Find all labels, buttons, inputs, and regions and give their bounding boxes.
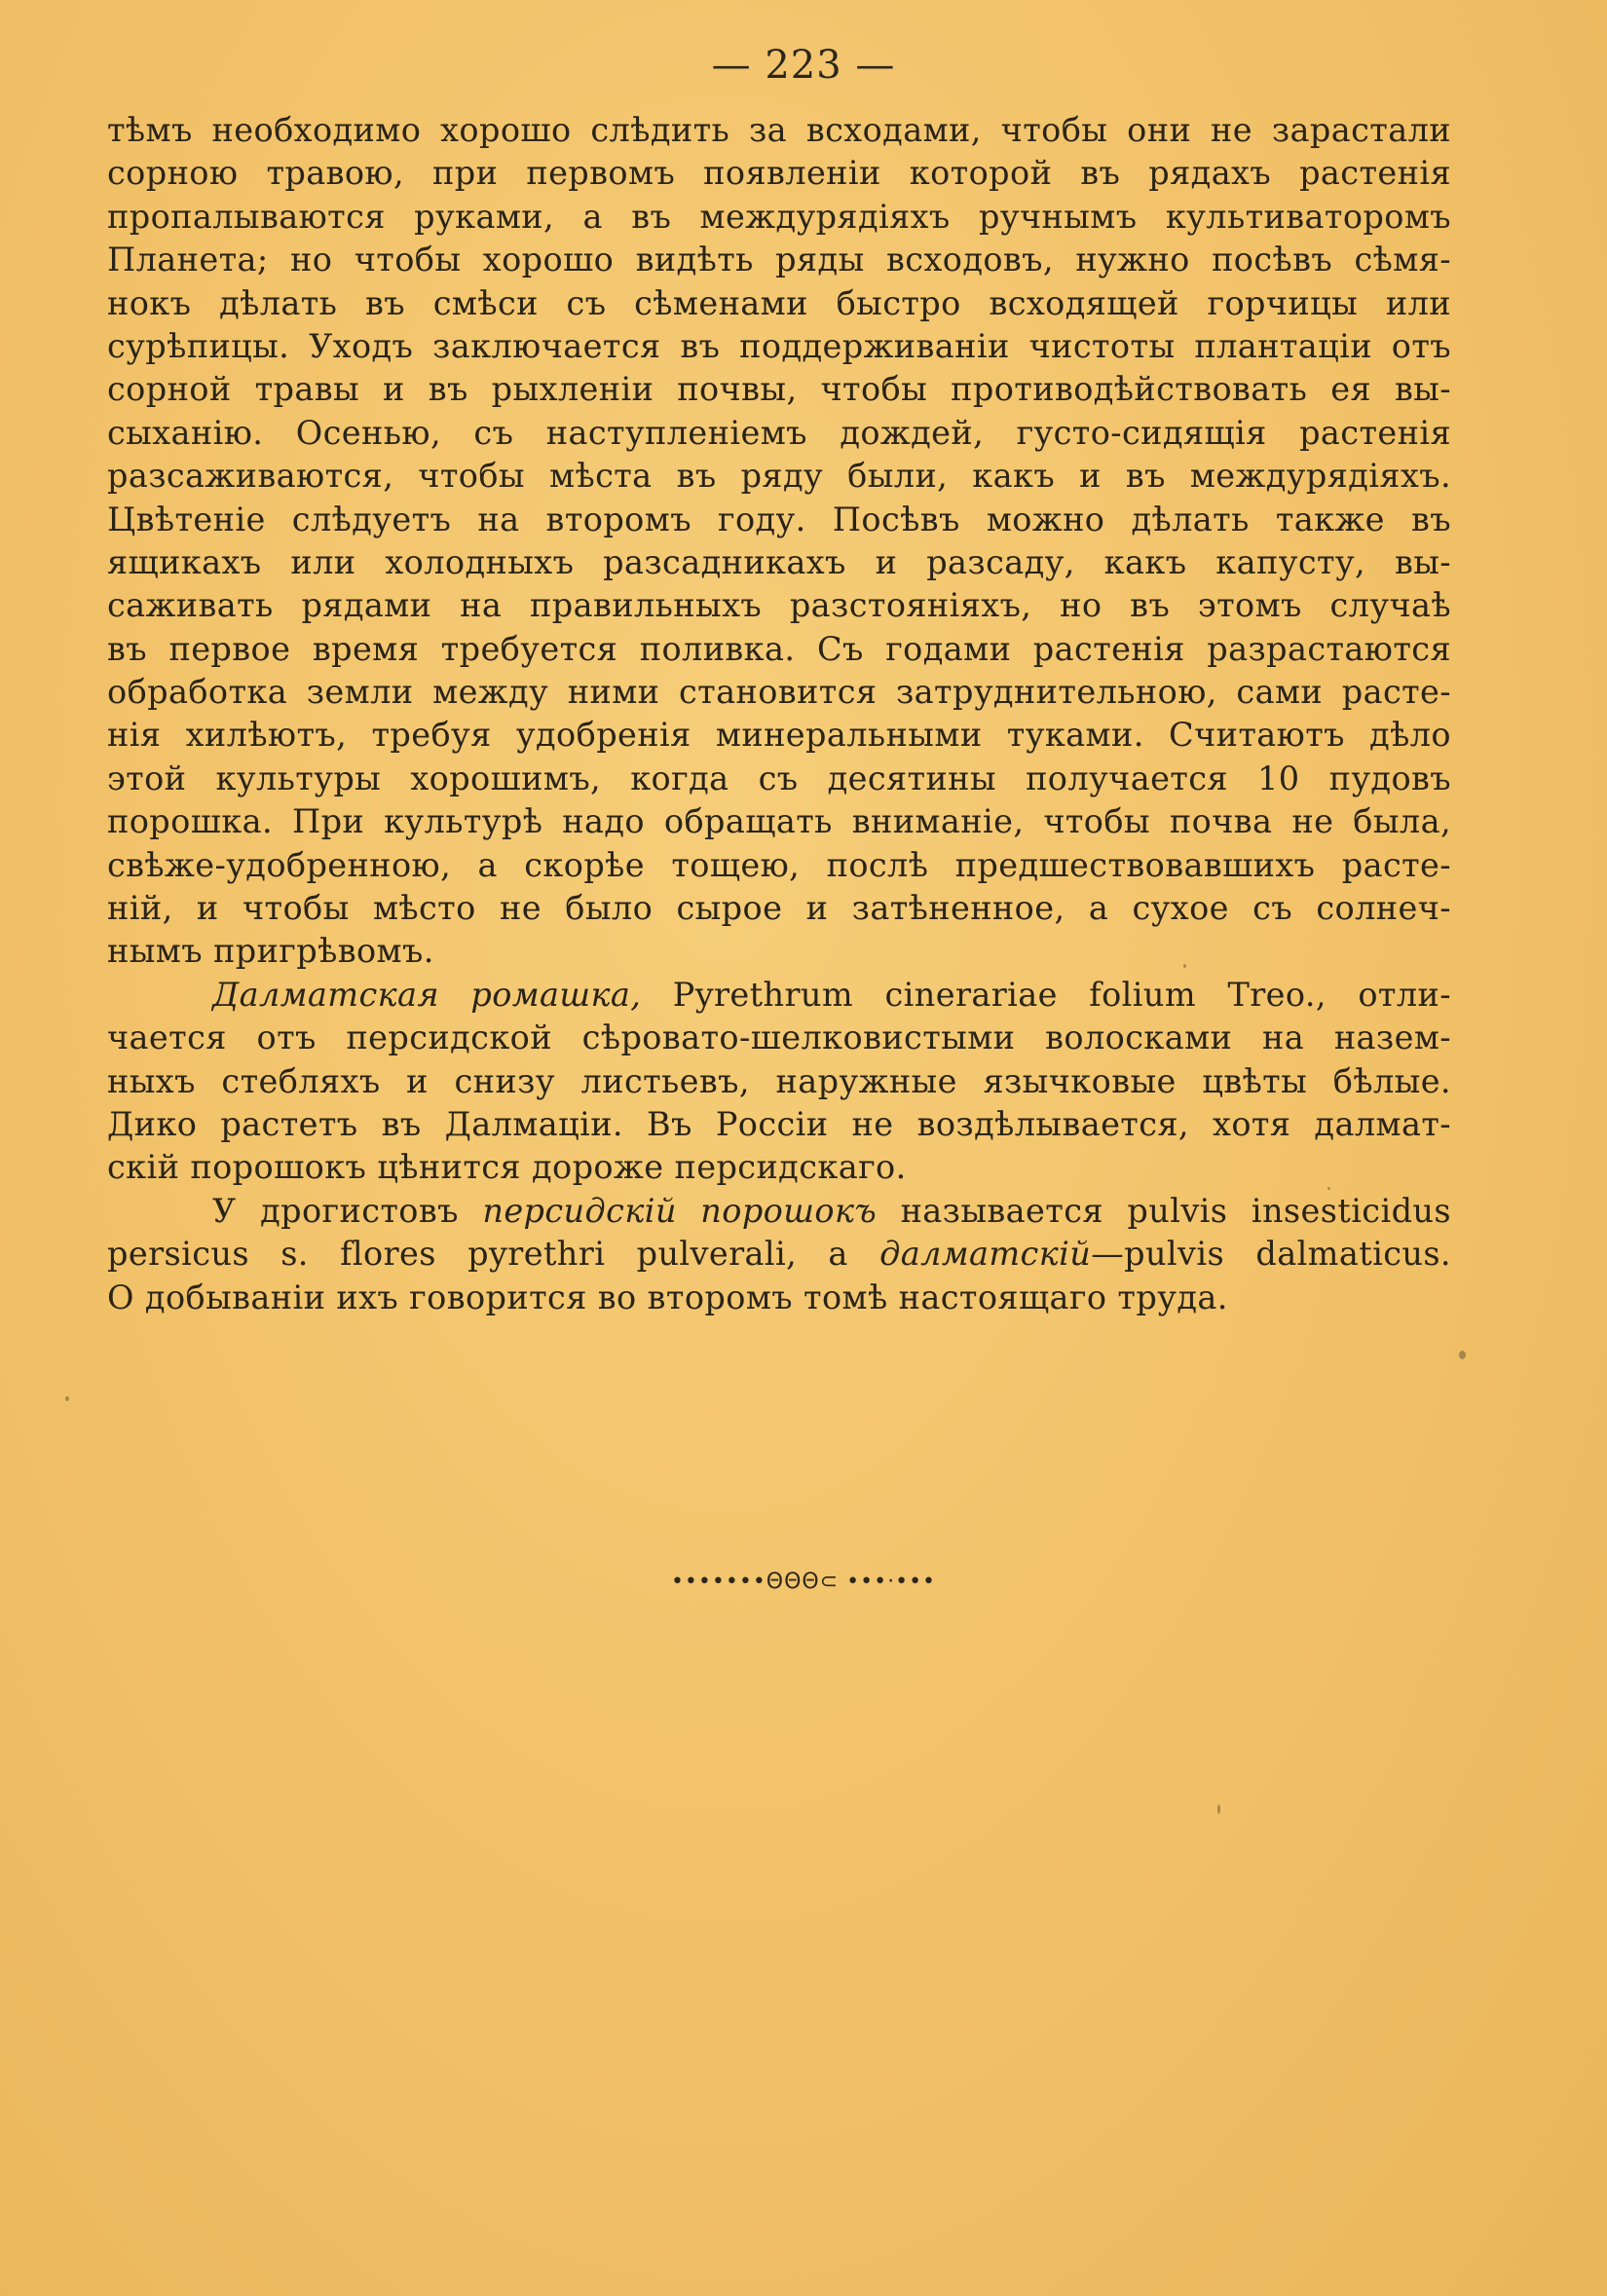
text-line: ныхъ стебляхъ и снизу листьевъ, наружные язычковые цвѣты бѣлые.	[107, 1061, 1451, 1100]
italic-term: далматскій	[879, 1235, 1092, 1274]
text-line: порошка. При культурѣ надо обращать вниманіе, чтобы почва не была,	[107, 802, 1451, 841]
text-line: саживать рядами на правильныхъ разстояніяхъ, но въ этомъ случаѣ	[107, 586, 1451, 625]
end-ornament: •••••••ΘΘΘ⊂ •••·•••	[670, 1570, 937, 1594]
paper-speck	[1183, 964, 1186, 968]
text-line	[107, 1233, 1451, 1276]
text-line: ящикахъ или холодныхъ разсадникахъ и разсаду, какъ капусту, вы-	[107, 542, 1451, 581]
text-line: Планета; но чтобы хорошо видѣть ряды всходовъ, нужно посѣвъ сѣмя-	[107, 241, 1451, 279]
text-line: нымъ пригрѣвомъ.	[107, 932, 434, 971]
text-line: Цвѣтеніе слѣдуетъ на второмъ году. Посѣвъ можно дѣлать также въ	[107, 500, 1451, 538]
text-line: нокъ дѣлать въ смѣси съ сѣменами быстро всходящей горчицы или	[107, 283, 1451, 322]
text-line: скій порошокъ цѣнится дороже персидскаго.	[107, 1148, 907, 1187]
text-line: этой культуры хорошимъ, когда съ десятины получается 10 пудовъ	[107, 759, 1451, 797]
text-line: въ первое время требуется поливка. Съ годами растенія разрастаются	[107, 629, 1451, 668]
text-line: Дико растетъ въ Далмаціи. Въ Россіи не воздѣлывается, хотя далмат-	[107, 1104, 1451, 1143]
text-line: обработка земли между ними становится затруднительною, сами расте-	[107, 673, 1451, 712]
text-line: сорной травы и въ рыхленіи почвы, чтобы противодѣйствовать ея вы-	[107, 370, 1451, 409]
text-line: пропалываются руками, а въ междурядіяхъ ручнымъ культиваторомъ	[107, 197, 1451, 236]
page-number: — 223 —	[711, 43, 896, 88]
text-line: сорною травою, при первомъ появленіи которой въ рядахъ растенія	[107, 154, 1451, 193]
paper-speck	[1327, 1187, 1330, 1190]
text-line	[107, 974, 1451, 1017]
text-line: свѣже-удобренною, а скорѣе тощею, послѣ предшествовавшихъ расте-	[107, 845, 1451, 884]
inline-text: —pulvis dalmaticus.	[1091, 1235, 1451, 1274]
paper-speck	[1217, 1804, 1220, 1814]
paragraph-druggists	[107, 1190, 1451, 1319]
paper-speck	[65, 1396, 69, 1401]
paper-speck	[1459, 1351, 1466, 1359]
inline-text: Pyrethrum cinerariae folium Treo., отли-	[641, 975, 1451, 1014]
text-line: сыханію. Осенью, съ наступленіемъ дождей, густо-сидящія растенія	[107, 413, 1451, 452]
text-line: чается отъ персидской сѣровато-шелковистыми волосками на назем-	[107, 1018, 1451, 1057]
body-text	[107, 109, 1451, 1319]
text-line: О добываніи ихъ говорится во второмъ томѣ настоящаго труда.	[107, 1278, 1228, 1316]
text-line	[107, 1190, 1451, 1233]
italic-term: персидскій порошокъ	[482, 1191, 878, 1230]
text-line: сурѣпицы. Уходъ заключается въ поддерживаніи чистоты плантаціи отъ	[107, 326, 1451, 365]
text-line: нія хилѣютъ, требуя удобренія минеральными туками. Считаютъ дѣло	[107, 716, 1451, 755]
text-line: разсаживаются, чтобы мѣста въ ряду были, какъ и въ междурядіяхъ.	[107, 457, 1451, 496]
text-line: тѣмъ необходимо хорошо слѣдить за всходами, чтобы они не зарастали	[107, 111, 1451, 149]
text-line: ній, и чтобы мѣсто не было сырое и затѣненное, а сухое съ солнеч-	[107, 889, 1451, 928]
italic-term: Далматская ромашка,	[212, 975, 642, 1014]
inline-text: называется pulvis insesticidus	[877, 1191, 1451, 1230]
inline-text: У дрогистовъ	[212, 1191, 483, 1230]
paragraph-cultivation	[107, 109, 1451, 974]
inline-text: persicus s. flores pyrethri pulverali, а	[107, 1235, 880, 1274]
paragraph-dalmatian-chamomile	[107, 974, 1451, 1190]
